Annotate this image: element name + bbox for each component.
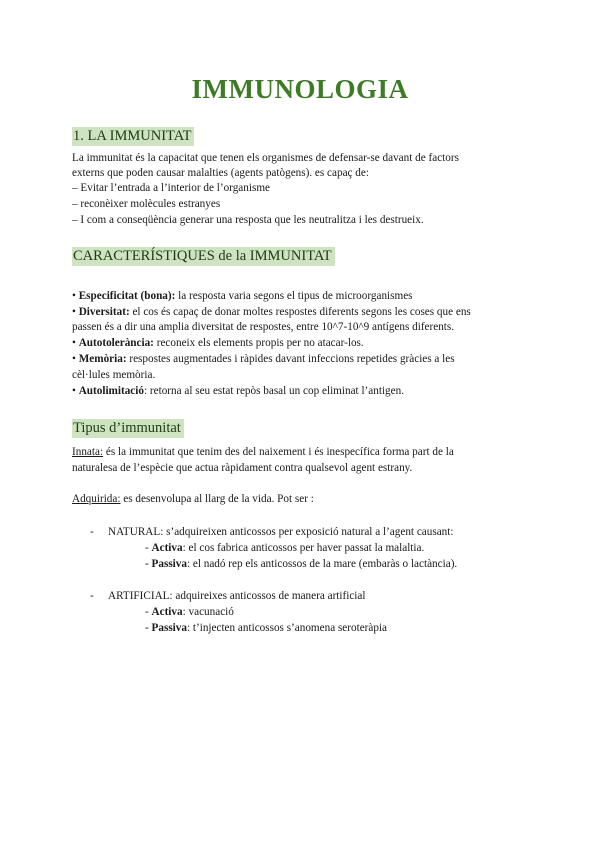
sub-prefix: - bbox=[145, 542, 152, 554]
sub-prefix: - bbox=[145, 622, 152, 634]
term: Autolimitació bbox=[78, 385, 144, 397]
list-item bbox=[72, 289, 413, 304]
natural-passiva bbox=[145, 558, 457, 570]
list-item bbox=[72, 384, 404, 399]
bullet: • bbox=[72, 306, 76, 318]
list-item bbox=[72, 352, 455, 367]
list-dash: - bbox=[90, 526, 94, 538]
natural-activa bbox=[145, 542, 424, 554]
adquirida-label: Adquirida: bbox=[72, 493, 121, 505]
paragraph-line: externs que poden causar malalties (agents patògens). es capaç de: bbox=[72, 167, 369, 179]
artificial-activa bbox=[145, 606, 234, 618]
paragraph-line: naturalesa de l’espècie que actua ràpidament contra qualsevol agent estrany. bbox=[72, 462, 413, 474]
definition: : retorna al seu estat repòs basal un cop eliminat l’antigen. bbox=[143, 385, 405, 397]
definition: reconeix els elements propis per no atacar-los. bbox=[153, 337, 364, 349]
definition: : vacunació bbox=[182, 606, 234, 618]
page-title: IMMUNOLOGIA bbox=[191, 74, 409, 104]
sub-prefix: - bbox=[145, 606, 152, 618]
definition: : t’injecten anticossos s’anomena seroteràpia bbox=[186, 622, 388, 634]
bullet: • bbox=[72, 337, 76, 349]
adquirida-text: es desenvolupa al llarg de la vida. Pot ser : bbox=[120, 493, 314, 505]
list-dash: - bbox=[90, 590, 94, 602]
list-item: – I com a conseqüència generar una resposta que les neutralitza i les destrueix. bbox=[72, 214, 424, 226]
section-heading-immunitat: 1. LA IMMUNITAT bbox=[72, 127, 194, 146]
term: Especificitat (bona): bbox=[78, 290, 176, 302]
definition: la resposta varia segons el tipus de microorganismes bbox=[175, 290, 413, 302]
term: Activa bbox=[151, 606, 183, 618]
innata-label: Innata: bbox=[72, 446, 104, 458]
paragraph-line: La immunitat és la capacitat que tenen els organismes de defensar-se davant de factors bbox=[72, 152, 459, 164]
term: Passiva bbox=[151, 622, 187, 634]
sub-prefix: - bbox=[145, 558, 152, 570]
innata-text: és la immunitat que tenim des del naixement i és inespecífica forma part de la bbox=[103, 446, 454, 458]
definition: : el nadó rep els anticossos de la mare (embaràs o lactància). bbox=[186, 558, 458, 570]
paragraph-line bbox=[72, 445, 454, 460]
list-item: – Evitar l’entrada a l’interior de l’organisme bbox=[72, 182, 270, 194]
bullet: • bbox=[72, 290, 76, 302]
list-item-continuation: cèl·lules memòria. bbox=[72, 369, 156, 381]
paragraph-line bbox=[72, 492, 314, 507]
bullet: • bbox=[72, 385, 76, 397]
definition: respostes augmentades i ràpides davant infeccions repetides gràcies a les bbox=[126, 353, 455, 365]
term: Passiva bbox=[151, 558, 187, 570]
natural-label: NATURAL: s’adquireixen anticossos per exposició natural a l’agent causant: bbox=[108, 526, 454, 538]
artificial-passiva bbox=[145, 622, 387, 634]
definition: : el cos fabrica anticossos per haver passat la malaltia. bbox=[182, 542, 425, 554]
artificial-label: ARTIFICIAL: adquireixes anticossos de manera artificial bbox=[108, 590, 366, 602]
term: Diversitat: bbox=[78, 306, 130, 318]
list-item bbox=[72, 305, 471, 320]
definition: el cos és capaç de donar moltes respostes diferents segons les coses que ens bbox=[129, 306, 471, 318]
section-heading-caracteristiques: CARACTERÍSTIQUES de la IMMUNITAT bbox=[72, 247, 335, 266]
list-item bbox=[72, 336, 364, 351]
term: Autotolerància: bbox=[78, 337, 154, 349]
bullet: • bbox=[72, 353, 76, 365]
list-item-continuation: passen és a dir una amplia diversitat de respostes, entre 10^7-10^9 antígens diferents. bbox=[72, 321, 455, 333]
term: Memòria: bbox=[78, 353, 127, 365]
term: Activa bbox=[151, 542, 183, 554]
section-heading-tipus: Tipus d’immunitat bbox=[72, 419, 184, 438]
list-item: – reconèixer molècules estranyes bbox=[72, 198, 221, 210]
